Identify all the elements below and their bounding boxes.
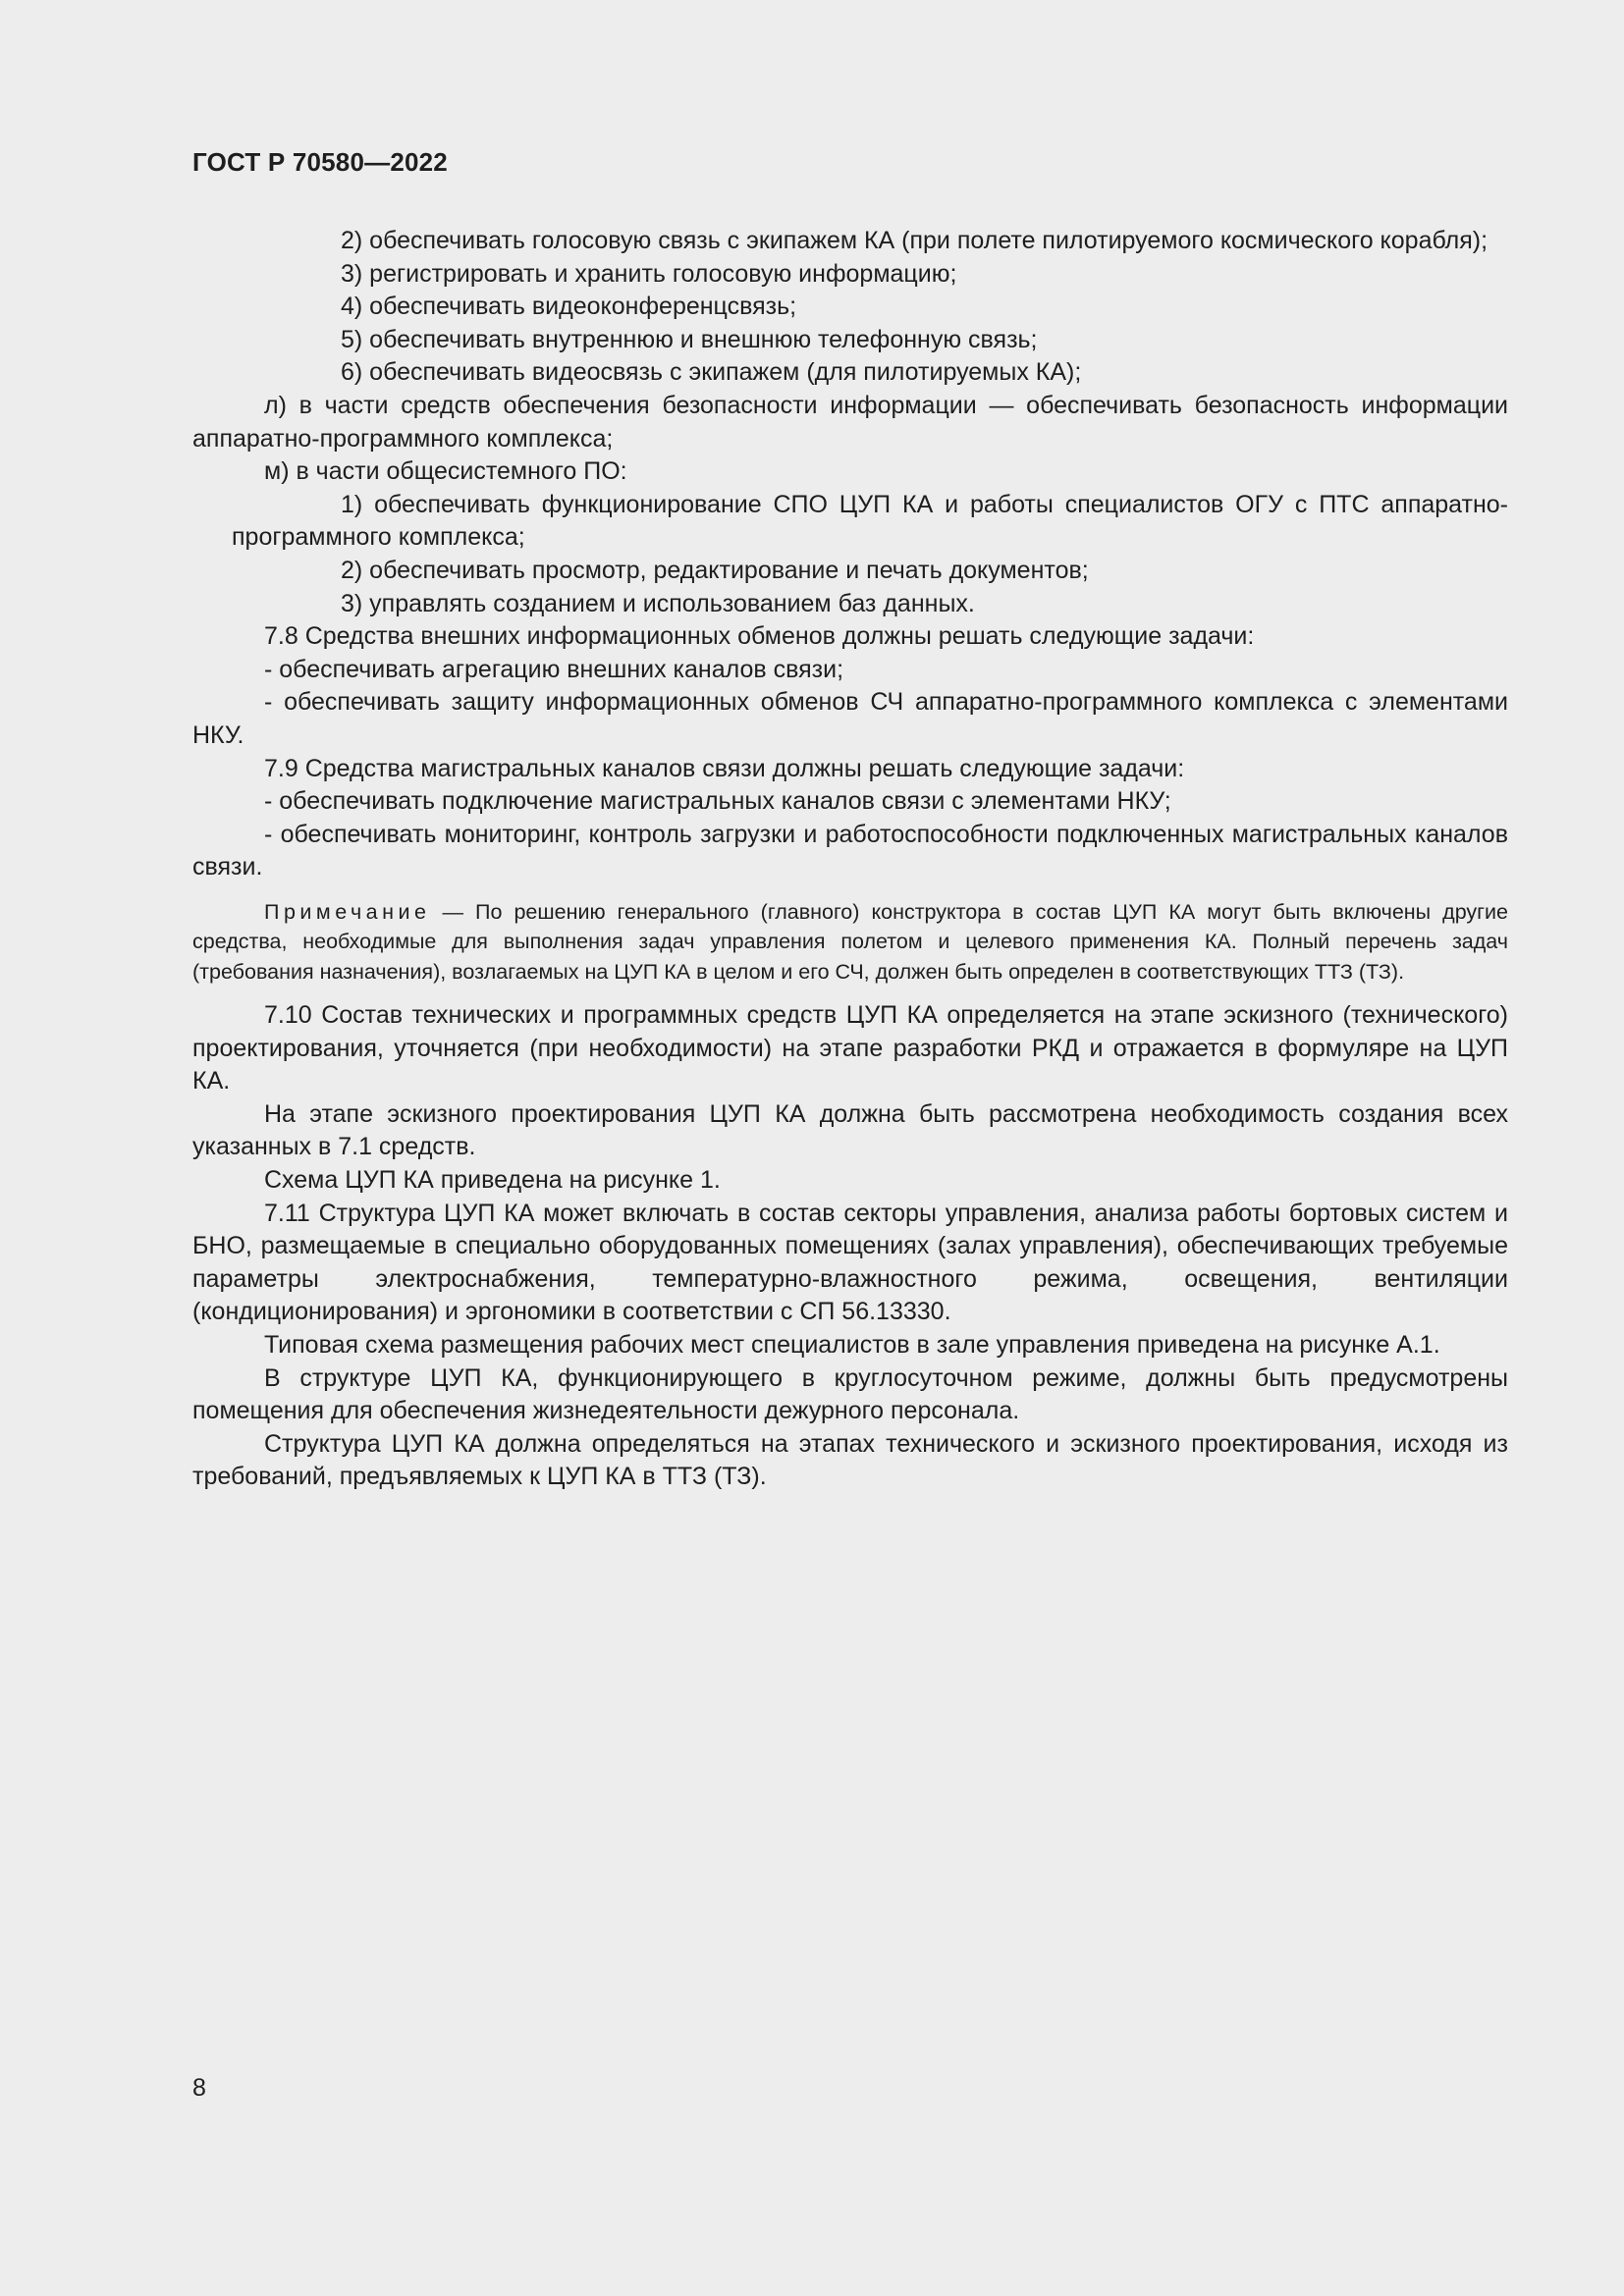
note-label: Примечание <box>264 899 431 924</box>
page-number: 8 <box>192 2074 206 2102</box>
clause-7-11-paragraph-2: Типовая схема размещения рабочих мест специалистов в зале управления приведена на рисунке А.1. <box>264 1331 1440 1360</box>
clause-7-9-bullet-1: - обеспечивать подключение магистральных каналов связи с элементами НКУ; <box>264 787 1171 816</box>
list-item-m2: 2) обеспечивать просмотр, редактирование и печать документов; <box>341 556 1089 584</box>
clause-7-11-paragraph-4: Структура ЦУП КА должна определяться на этапах технического и эскизного проектирования, исходя из требований, предъявляемых к ЦУП КА в ТТЗ (ТЗ). <box>192 1429 1508 1491</box>
list-item-6: 6) обеспечивать видеосвязь с экипажем (для пилотируемых КА); <box>341 358 1082 387</box>
clause-7-11: 7.11 Структура ЦУП КА может включать в состав секторы управления, анализа работы бортовых систем и БНО, размещаемые в специально оборудованных помещениях (залах управления), обеспечивающих требуемые параметры электроснабжения, температурно-влажностного режима, освещения, вентиляции (кондиционирования) и эргономики в соответствии с СП 56.13330. <box>192 1199 1508 1326</box>
clause-7-8-bullet-2: - обеспечивать защиту информационных обменов СЧ аппаратно-программного комплекса с элементами НКУ. <box>192 688 1508 749</box>
list-item-5: 5) обеспечивать внутреннюю и внешнюю телефонную связь; <box>341 325 1038 353</box>
clause-7-9: 7.9 Средства магистральных каналов связи должны решать следующие задачи: <box>264 754 1185 782</box>
list-item-m: м) в части общесистемного ПО: <box>264 457 627 486</box>
clause-7-10-paragraph-2: На этапе эскизного проектирования ЦУП КА должна быть рассмотрена необходимость создания всех указанных в 7.1 средств. <box>192 1099 1508 1161</box>
document-body <box>192 225 1508 1494</box>
note-text: — По решению генерального (главного) конструктора в состав ЦУП КА могут быть включены другие средства, необходимые для выполнения задач управления полетом и целевого применения КА. Полный перечень задач (требования назначения), возлагаемых на ЦУП КА в целом и его СЧ, должен быть определен в соответствующих ТТЗ (ТЗ). <box>192 899 1508 984</box>
list-item-m1: 1) обеспечивать функционирование СПО ЦУП КА и работы специалистов ОГУ с ПТС аппаратно-программного комплекса; <box>232 490 1508 552</box>
note-paragraph <box>192 897 1508 987</box>
clause-7-11-paragraph-3: В структуре ЦУП КА, функционирующего в круглосуточном режиме, должны быть предусмотрены помещения для обеспечения жизнедеятельности дежурного персонала. <box>192 1363 1508 1425</box>
list-item-4: 4) обеспечивать видеоконференцсвязь; <box>341 293 797 321</box>
clause-7-10: 7.10 Состав технических и программных средств ЦУП КА определяется на этапе эскизного (технического) проектирования, уточняется (при необходимости) на этапе разработки РКД и отражается в формуляре на ЦУП КА. <box>192 1001 1508 1095</box>
clause-7-8: 7.8 Средства внешних информационных обменов должны решать следующие задачи: <box>264 622 1255 651</box>
list-item-m3: 3) управлять созданием и использованием баз данных. <box>341 589 975 617</box>
clause-7-8-bullet-1: - обеспечивать агрегацию внешних каналов связи; <box>264 655 844 683</box>
list-item-l: л) в части средств обеспечения безопасности информации — обеспечивать безопасность информации аппаратно-программного комплекса; <box>192 391 1508 453</box>
list-item-3: 3) регистрировать и хранить голосовую информацию; <box>341 259 957 288</box>
document-code-header: ГОСТ Р 70580—2022 <box>192 147 448 177</box>
clause-7-9-bullet-2: - обеспечивать мониторинг, контроль загрузки и работоспособности подключенных магистральных каналов связи. <box>192 820 1508 881</box>
list-item-2: 2) обеспечивать голосовую связь с экипажем КА (при полете пилотируемого космического корабля); <box>341 227 1489 254</box>
clause-7-10-paragraph-3: Схема ЦУП КА приведена на рисунке 1. <box>264 1166 721 1195</box>
